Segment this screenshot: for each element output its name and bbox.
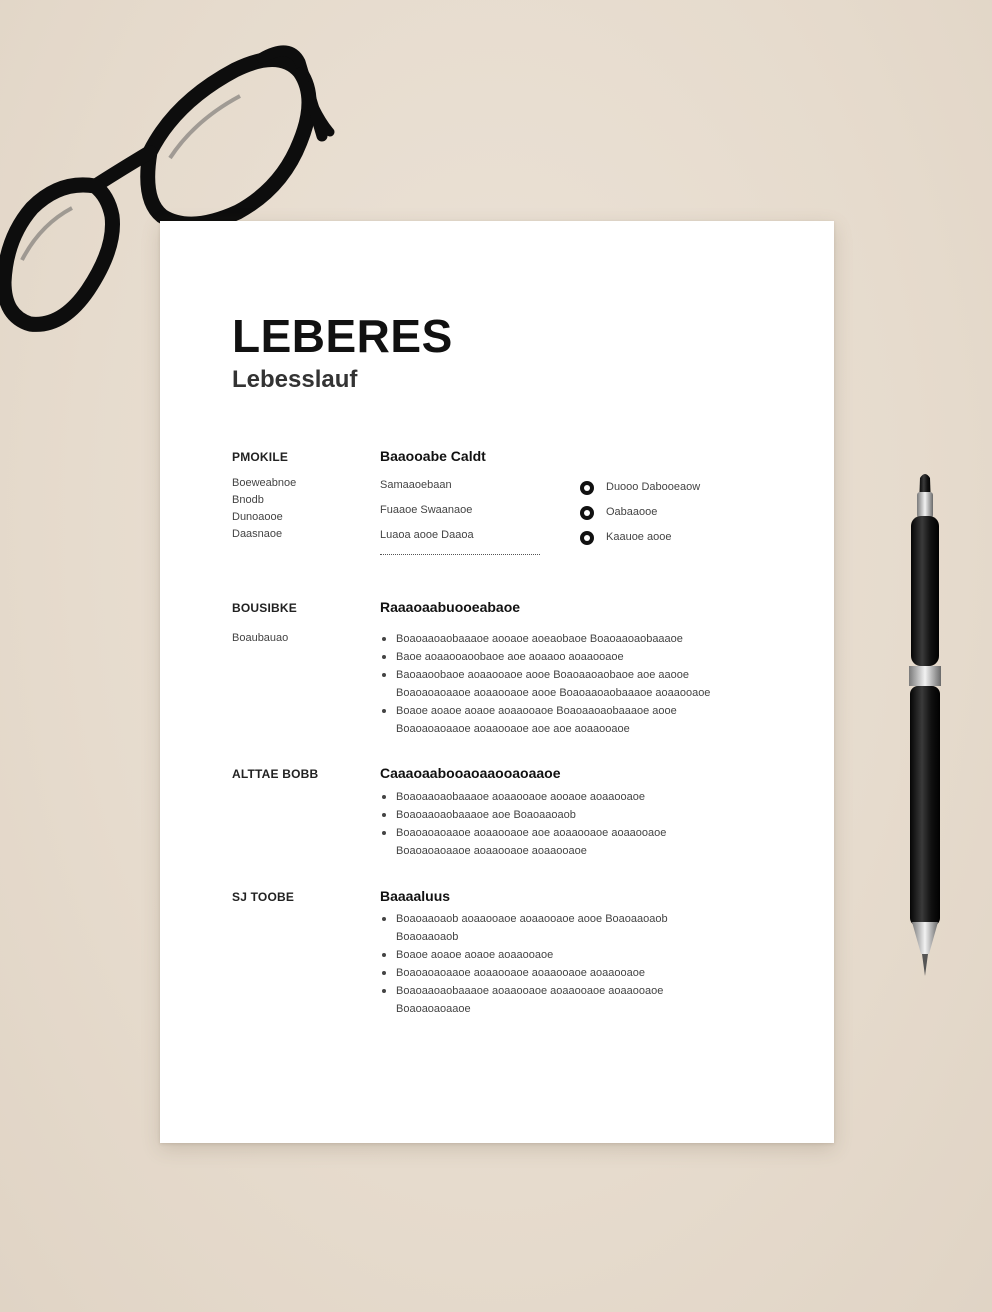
profile-lines [232,475,296,543]
list-item-continuation: Boaoaoaoaaoe aoaaooaoe aoaaooaoe [396,845,587,857]
list-item: Baoaaoobaoe aoaaooaoe aooe Boaoaaoaobaoe aoe aaooe [380,666,710,684]
resume-name: LEBERES [232,310,453,362]
list-item: Boaoe aoaoe aoaoe aoaaooaoe [380,946,668,964]
profile-line: Daasnaoe [232,528,283,540]
profile-detail: Fuaaoe Swaanaoe [380,504,473,516]
skills-heading: Caaaoaabooaoaaooaoaaoe [380,765,561,781]
contact-item [580,500,700,525]
education-label: SJ TOOBE [232,890,295,904]
list-item: Boaoe aoaoe aoaoe aoaaooaoe Boaoaaoaobaaaoe aooe [380,702,710,720]
contact-text: Duooo Dabooeaow [606,481,701,493]
phone-icon [580,481,594,495]
list-item: Boaoaoaoaaoe aoaaooaoe aoaaooaoe aoaaooaoe [380,964,668,982]
list-item: Boaoaaoaobaaaoe aooaoe aoeaobaoe Boaoaaoaobaaaoe [380,630,710,648]
contact-text: Oabaaooe [606,506,658,518]
profile-line: Boeweabnoe [232,477,297,489]
profile-line: Bnodb [232,494,264,506]
list-item: Boaoaoaoaaoe aoaaooaoe aoe aoaaooaoe aoaaooaoe [380,824,666,842]
list-item: Boaoaaoaobaaaoe aoe Boaoaaoaob [380,806,666,824]
contact-text: Kaauoe aooe [606,531,672,543]
profile-divider [380,554,540,555]
experience-label: BOUSIBKE [232,601,297,615]
email-icon [580,506,594,520]
experience-sub-label-text: Boaubauao [232,632,289,644]
list-item: Boaoaaoaobaaaoe aoaaooaoe aooaoe aoaaooaoe [380,788,666,806]
profile-label: PMOKILE [232,450,289,464]
contact-list [580,475,700,550]
list-item: Boaoaaoaob aoaaooaoe aoaaooaoe aooe Boaoaaoaob [380,910,668,928]
profile-detail: Samaaoebaan [380,479,452,491]
education-heading: Baaaaluus [380,888,451,904]
profile-details [380,473,474,548]
resume-sheet [160,221,834,1143]
skills-label: ALTTAE BOBB [232,767,319,781]
resume-subtitle: Lebesslauf [232,366,358,393]
experience-heading: Raaaoaabuooeabaoe [380,599,521,615]
education-list [380,910,668,1018]
list-item: Baoe aoaaooaoobaoe aoe aoaaoo aoaaooaoe [380,648,710,666]
pen-icon [895,470,955,990]
list-item-continuation: Boaoaoaoaaoe [396,1003,471,1015]
list-item-continuation: Boaoaoaoaaoe aoaaooaoe aooe Boaoaaoaobaaaoe aoaaooaoe [396,687,711,699]
contact-item [580,525,700,550]
experience-list [380,630,710,738]
list-item-continuation: Boaoaaoaob [396,931,459,943]
location-icon [580,531,594,545]
experience-sub-label [232,630,288,647]
profile-detail: Luaoa aooe Daaoa [380,529,474,541]
profile-line: Dunoaooe [232,511,283,523]
profile-heading: Baaooabe Caldt [380,448,486,464]
skills-list [380,788,666,860]
list-item: Boaoaaoaobaaaoe aoaaooaoe aoaaooaoe aoaaooaoe [380,982,668,1000]
contact-item [580,475,700,500]
list-item-continuation: Boaoaoaoaaoe aoaaooaoe aoe aoe aoaaooaoe [396,723,630,735]
